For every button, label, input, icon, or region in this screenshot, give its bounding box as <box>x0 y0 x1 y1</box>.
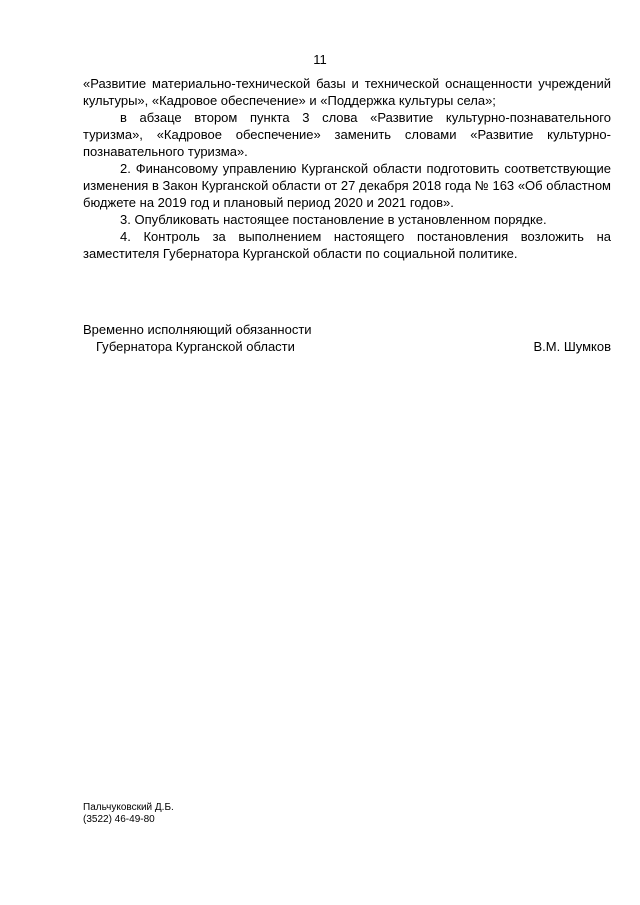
footer-phone: (3522) 46-49-80 <box>83 814 155 825</box>
paragraph-5: 4. Контроль за выполнением настоящего постановления возложить на заместителя Губернатора Курганской области по социальной политике. <box>83 229 611 261</box>
document-body <box>83 75 611 262</box>
signatory-title-line2: Губернатора Курганской области <box>96 339 295 354</box>
paragraph-2: в абзаце втором пункта 3 слова «Развитие культурно-познавательного туризма», «Кадровое обеспечение» заменить словами «Развитие культурно-познавательного туризма». <box>83 110 611 159</box>
footer-contact <box>83 802 174 826</box>
paragraph-3: 2. Финансовому управлению Курганской области подготовить соответствующие изменения в Закон Курганской области от 27 декабря 2018 года № 163 «Об областном бюджете на 2019 год и плановый период 2020 и 2021 годов». <box>83 161 611 210</box>
page-number: 11 <box>313 52 327 67</box>
signatory-title-line1: Временно исполняющий обязанности <box>83 322 312 337</box>
footer-author: Пальчуковский Д.Б. <box>83 802 174 813</box>
paragraph-4: 3. Опубликовать настоящее постановление в установленном порядке. <box>120 212 547 227</box>
paragraph-1: «Развитие материально-технической базы и технической оснащенности учреждений культуры», «Кадровое обеспечение» и «Поддержка культуры села»; <box>83 76 611 108</box>
signatory-name: В.М. Шумков <box>533 339 611 354</box>
